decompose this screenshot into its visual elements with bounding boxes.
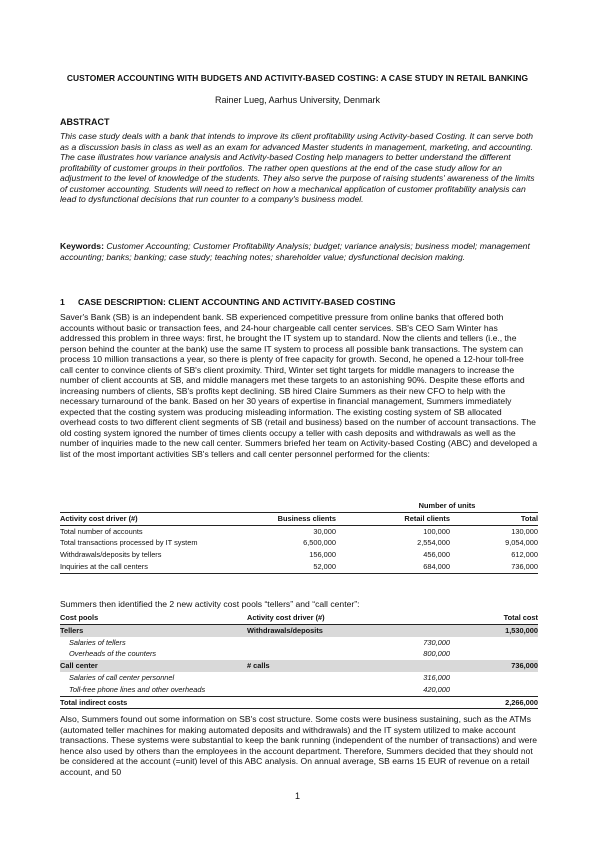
table-group-header-row bbox=[60, 500, 538, 513]
keywords-text: Customer Accounting; Customer Profitability Analysis; budget; variance analysis; business model; management accounting; banks; banking; case study; teaching notes; shareholder value; dysfunctional decision making. bbox=[60, 241, 530, 262]
business-value: 52,000 bbox=[313, 561, 336, 571]
col-driver-header: Activity cost driver (#) bbox=[60, 513, 138, 523]
body-paragraph: Saver's Bank (SB) is an independent bank. SB experienced competitive pressure from online banks that offered both accounts without basic or transaction fees, and 24-hour chargeable call center services. SB's CEO Sam Winter has addressed this problem in three ways: first, he brought the IT system up to standard. Now the clients and tellers (i.e., the person behind the counter at the bank) use the same IT system to process all possible bank transactions. The system can process 10 million transactions a year, so there is plenty of free capacity for growth. Second, he opened a 12-hour toll-free call center to convince clients of SB's client proximity. Third, Winter set tight targets for middle managers to increase the number of client accounts at SB, and middle managers met these targets to an astonishing 90%. Despite these efforts and increasing numbers of clients, SB's profits kept declining. SB hired Claire Summers as their new CFO to help with the necessary turnaround of the bank. Based on her 30 years of expertise in financial management, Summers immediately expected that the costing system was producing misleading information. The existing costing system of SB allocated overhead costs to two different client segments of SB (retail and business) based on the number of account transactions. The old costing system ignored the number of times clients occupy a teller with cash deposits and withdrawals as well as the number of inquiries made to the new call center. Summers briefed her team on Activity-based Costing (ABC) and developed a list of the most important activities SB's tellers and call center personnel performed for the clients: bbox=[60, 312, 538, 459]
keywords-label: Keywords: bbox=[60, 241, 104, 251]
abstract-text: This case study deals with a bank that intends to improve its client profitability using Activity-based Costing. It can serve both as a discussion basis in class as well as an exam for advanced Master students in management, marketing, and accounting. The case illustrates how variance analysis and Activity-based Costing help managers to better understand the different profitability of customer groups in their portfolios. The rather open questions at the end of the case study allow for an adjustment to the level of knowledge of the students. They also serve the purpose of raising students' awareness of the limits of customer accounting. Students will need to reflect on how a mechanical application of customer profitability analysis can lead to dysfunctional decisions that run counter to a company's business model. bbox=[60, 131, 535, 204]
table-row bbox=[60, 537, 538, 549]
total-label: Total indirect costs bbox=[60, 697, 128, 707]
business-value: 30,000 bbox=[313, 526, 336, 536]
row-label: Total transactions processed by IT system bbox=[60, 538, 198, 548]
col-total-header: Total cost bbox=[503, 613, 538, 622]
pool-total: 736,000 bbox=[511, 661, 538, 671]
pool-label: Tellers bbox=[60, 625, 84, 635]
table-row bbox=[60, 561, 538, 574]
group-header: Number of units bbox=[418, 501, 476, 510]
retail-value: 684,000 bbox=[423, 561, 450, 571]
cost-item-row bbox=[60, 637, 538, 649]
business-value: 156,000 bbox=[309, 550, 336, 560]
cost-item-row bbox=[60, 684, 538, 696]
total-value: 736,000 bbox=[511, 561, 538, 571]
cost-item-row bbox=[60, 648, 538, 660]
abstract-heading: ABSTRACT bbox=[60, 117, 110, 127]
total-value: 9,054,000 bbox=[505, 538, 538, 548]
cost-item-row bbox=[60, 672, 538, 684]
cost-item-value: 420,000 bbox=[423, 684, 450, 694]
row-label: Inquiries at the call centers bbox=[60, 561, 148, 571]
pool-label: Call center bbox=[60, 661, 98, 671]
body-paragraph: Summers then identified the 2 new activity cost pools “tellers” and “call center”: bbox=[60, 599, 360, 609]
col-pool-header: Cost pools bbox=[60, 613, 99, 622]
section-title: CASE DESCRIPTION: CLIENT ACCOUNTING AND ACTIVITY-BASED COSTING bbox=[78, 297, 396, 307]
cost-pool-row-tellers bbox=[60, 625, 538, 637]
activity-driver-table bbox=[60, 500, 538, 574]
row-label: Withdrawals/deposits by tellers bbox=[60, 550, 162, 560]
table-header-row bbox=[60, 513, 538, 526]
cost-item-value: 800,000 bbox=[423, 649, 450, 659]
body-paragraph: Also, Summers found out some information on SB's cost structure. Some costs were business sustaining, such as the ATMs (automated teller machines for making automated deposits and withdrawals) and the IT system utilized to make account transactions. These systems were substantial to keep the bank running (independent of the number of transactions) and were hence also used by others than the employees in the account department. Therefore, Summers decided that they should not be considered at the account (=unit) level of this ABC analysis. On annual average, SB earns 15 EUR of revenue on a retail account, and 50 bbox=[60, 714, 538, 777]
total-value: 2,266,000 bbox=[505, 697, 538, 707]
retail-value: 100,000 bbox=[423, 526, 450, 536]
table-header-row bbox=[60, 612, 538, 625]
table-row bbox=[60, 526, 538, 538]
paper-title: CUSTOMER ACCOUNTING WITH BUDGETS AND ACTIVITY-BASED COSTING: A CASE STUDY IN RETAIL BANKING bbox=[66, 73, 529, 83]
total-value: 130,000 bbox=[511, 526, 538, 536]
cost-pool-table bbox=[60, 612, 538, 709]
row-label: Total number of accounts bbox=[60, 526, 143, 536]
col-business-header: Business clients bbox=[277, 513, 336, 523]
pool-driver: Withdrawals/deposits bbox=[247, 625, 323, 635]
col-total-header: Total bbox=[520, 513, 538, 523]
pool-driver: # calls bbox=[247, 661, 270, 671]
total-row bbox=[60, 696, 538, 710]
keywords bbox=[60, 241, 538, 262]
cost-item-value: 730,000 bbox=[423, 637, 450, 647]
cost-item-label: Salaries of call center personnel bbox=[69, 672, 175, 682]
page-number: 1 bbox=[294, 791, 300, 801]
total-value: 612,000 bbox=[511, 550, 538, 560]
retail-value: 2,554,000 bbox=[417, 538, 450, 548]
retail-value: 456,000 bbox=[423, 550, 450, 560]
col-driver-header: Activity cost driver (#) bbox=[247, 613, 325, 622]
pool-total: 1,530,000 bbox=[505, 625, 538, 635]
section-heading bbox=[60, 297, 396, 307]
cost-item-label: Overheads of the counters bbox=[69, 649, 157, 659]
author-line: Rainer Lueg, Aarhus University, Denmark bbox=[215, 95, 380, 105]
business-value: 6,500,000 bbox=[303, 538, 336, 548]
section-number: 1 bbox=[60, 297, 65, 307]
col-retail-header: Retail clients bbox=[404, 513, 450, 523]
cost-item-value: 316,000 bbox=[423, 672, 450, 682]
table-row bbox=[60, 549, 538, 561]
cost-pool-row-callcenter bbox=[60, 660, 538, 672]
cost-item-label: Salaries of tellers bbox=[69, 637, 126, 647]
cost-item-label: Toll-free phone lines and other overheads bbox=[69, 684, 206, 694]
